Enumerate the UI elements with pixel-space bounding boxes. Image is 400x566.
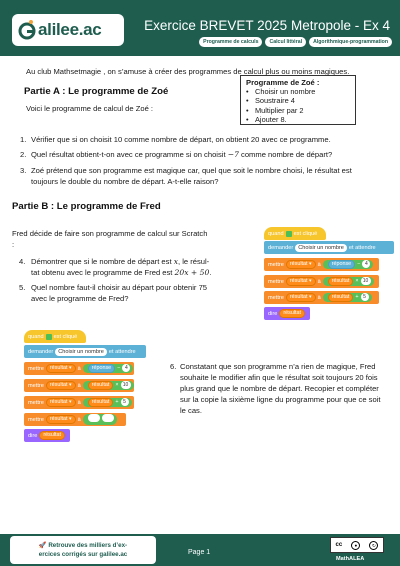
scratch-ask-block [24, 345, 146, 358]
part-b-text-line1: Fred décide de faire son programme de calcul sur Scratch [12, 229, 208, 238]
var-dropdown: résultat ▾ [46, 398, 76, 407]
q6-line: Constatant que son programme n’a rien de magique, Fred [180, 362, 376, 371]
q2-number: 2. [20, 150, 27, 159]
block-text: dire [268, 310, 278, 317]
block-text: à [77, 382, 81, 389]
q5-line1: Quel nombre faut-il choisir au départ pour obtenir 75 [31, 283, 208, 292]
zoe-box-title: Programme de Zoé : [246, 78, 320, 87]
part-a-heading: Partie A : Le programme de Zoé [24, 86, 169, 97]
operator-block: résultat × 10 [323, 277, 374, 286]
block-text: dire [28, 432, 38, 439]
q1-number: 1. [20, 135, 27, 144]
footer-promo-line1: 🚀 Retrouve des milliers d’ex- [38, 542, 128, 549]
part-b-text-line2: : [12, 240, 15, 249]
block-text: et attendre [108, 348, 136, 355]
part-a-text: Voici le programme de calcul de Zoé : [26, 104, 154, 113]
ask-input: Choisir un nombre [295, 244, 347, 252]
q4-line1 [31, 257, 209, 268]
logo-g-icon [18, 19, 36, 41]
scratch-program-fred [264, 227, 394, 319]
block-text: à [317, 261, 321, 268]
var-dropdown: résultat ▾ [46, 364, 76, 373]
q5-number: 5. [19, 283, 26, 292]
q6-line: le cas. [180, 406, 202, 415]
var-dropdown: résultat ▾ [46, 415, 76, 424]
block-text: demander [28, 348, 54, 355]
tag-list [199, 37, 392, 47]
block-text: quand [28, 333, 44, 340]
var-dropdown: résultat ▾ [46, 381, 76, 390]
var-dropdown: résultat ▾ [286, 277, 316, 286]
tag-calcul-litteral[interactable]: Calcul littéral [265, 37, 306, 47]
block-text: mettre [28, 399, 44, 406]
var-dropdown: résultat ▾ [286, 260, 316, 269]
block-text: mettre [268, 278, 284, 285]
q3-line2: toujours le double du nombre de départ. A-t-elle raison? [31, 177, 219, 186]
block-text: quand [268, 230, 284, 237]
scratch-ask-block [264, 241, 394, 254]
q6-number: 6. [170, 362, 177, 371]
scratch-set-times-block [24, 379, 134, 392]
scratch-set-minus-block [264, 258, 379, 271]
scratch-set-blank-block [24, 413, 126, 426]
q4-line2 [31, 268, 211, 279]
q6-line: plus grand que le nombre de départ. Recopier et compléter [180, 384, 379, 393]
scratch-when-flag-clicked [264, 227, 326, 240]
footer-banner [0, 534, 400, 566]
operator-block: réponse − 4 [323, 260, 374, 269]
block-text: mettre [28, 365, 44, 372]
q1-text: Vérifier que si on choisit 10 comme nombre de départ, on obtient 20 avec ce programme. [31, 135, 331, 144]
operator-block: résultat × 10 [83, 381, 134, 390]
q4-number: 4. [19, 257, 26, 266]
ask-input: Choisir un nombre [55, 348, 107, 356]
zoe-step: • Ajouter 8. [246, 115, 350, 124]
green-flag-icon [286, 231, 292, 237]
q4-line1-before: Démontrer que si le nombre de départ est [31, 257, 172, 266]
say-value: résultat [39, 431, 65, 440]
block-text: est cliqué [53, 333, 78, 340]
intro-text: Au club Mathsetmagie , on s’amuse à créer des programmes de calcul plus ou moins magiques. [26, 67, 350, 76]
by-icon: ● [351, 541, 360, 550]
block-text: mettre [28, 382, 44, 389]
zoe-step: • Multiplier par 2 [246, 106, 350, 115]
zoe-steps [246, 87, 350, 125]
operator-block: résultat + 5 [83, 398, 132, 407]
block-text: à [317, 278, 321, 285]
scratch-set-minus-block [24, 362, 134, 375]
mathalea-brand: MathALEA [336, 556, 365, 562]
block-text: mettre [28, 416, 44, 423]
cc-label: cc [335, 542, 343, 548]
scratch-when-flag-clicked [24, 330, 86, 343]
scratch-say-block [264, 307, 310, 320]
footer-promo-link[interactable] [10, 536, 156, 564]
creative-commons-badge[interactable] [330, 537, 384, 553]
block-text: à [77, 416, 81, 423]
block-text: à [77, 365, 81, 372]
q6-line: sur la copie la sixième ligne du programme pour que ce soit [180, 395, 381, 404]
block-text: mettre [268, 261, 284, 268]
q3-number: 3. [20, 166, 27, 175]
block-text: à [77, 399, 81, 406]
galilee-logo[interactable] [12, 14, 124, 46]
zoe-program-box [240, 75, 356, 125]
q2-math: −7 [227, 150, 239, 159]
scratch-set-plus-block [24, 396, 134, 409]
operator-block: réponse − 4 [83, 364, 134, 373]
header-banner [0, 0, 400, 56]
q4-line2-before: tat obtenu avec le programme de Fred est [31, 268, 173, 277]
var-dropdown: résultat ▾ [286, 293, 316, 302]
sa-icon: ↻ [369, 541, 378, 550]
q3-line1: Zoé prétend que son programme est magique car, quel que soit le nombre choisi, le résultat est [31, 166, 352, 175]
operator-block: résultat + 5 [323, 293, 372, 302]
part-b-heading: Partie B : Le programme de Fred [12, 201, 161, 212]
q2-text-before: Quel résultat obtient-t-on avec ce programme si on choisit [31, 150, 226, 159]
q4-math-x: x [173, 257, 178, 266]
logo-text: alilee.ac [38, 20, 102, 39]
q5-line2: avec le programme de Fred? [31, 294, 129, 303]
q4-line2-after: . [209, 268, 212, 277]
tag-programme-de-calculs[interactable]: Programme de calculs [199, 37, 262, 47]
blank-operator-block[interactable] [83, 414, 117, 425]
footer-promo-line2: ercices corrigés sur galilee.ac [38, 551, 128, 558]
q2-text-after: comme nombre de départ? [241, 150, 333, 159]
scratch-say-block [24, 429, 70, 442]
block-text: mettre [268, 294, 284, 301]
scratch-set-plus-block [264, 291, 379, 304]
zoe-step: • Choisir un nombre [246, 87, 350, 96]
q4-line1-after: , le résul- [177, 257, 210, 266]
block-text: à [317, 294, 321, 301]
scratch-program-modified [24, 330, 150, 440]
exercise-title: Exercice BREVET 2025 Metropole - Ex 4 [144, 18, 390, 33]
block-text: et attendre [348, 244, 376, 251]
say-value: résultat [279, 309, 305, 318]
tag-algorithmique[interactable]: Algorithmique-programmation [309, 37, 392, 47]
q6-line: souhaite le modifier afin que le résultat soit toujours 20 fois [180, 373, 378, 382]
block-text: est cliqué [293, 230, 318, 237]
scratch-set-times-block [264, 275, 379, 288]
zoe-step: • Soustraire 4 [246, 96, 350, 105]
page-number: Page 1 [188, 549, 211, 556]
block-text: demander [268, 244, 294, 251]
q4-math-expression: 20x + 50 [174, 268, 210, 277]
green-flag-icon [46, 334, 52, 340]
q2-text [31, 150, 376, 161]
